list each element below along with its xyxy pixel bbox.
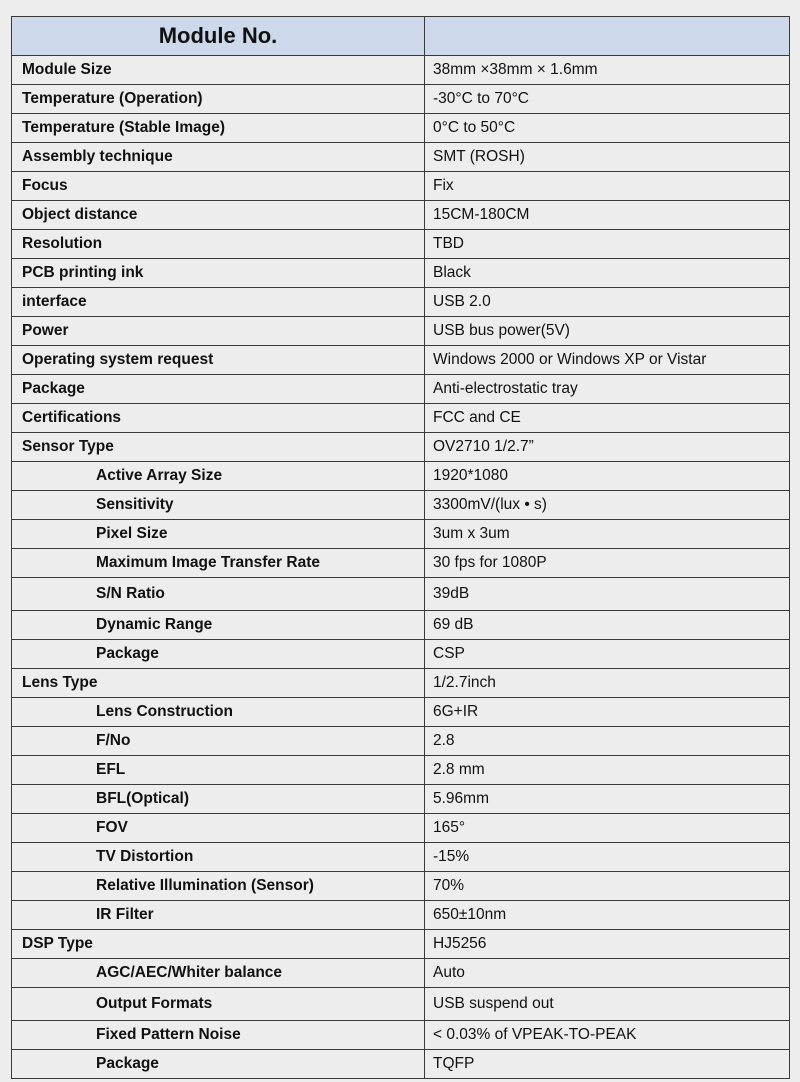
spec-label: Relative Illumination (Sensor) bbox=[12, 872, 425, 901]
spec-row bbox=[12, 814, 790, 843]
spec-row bbox=[12, 901, 790, 930]
spec-value: 165° bbox=[425, 814, 790, 843]
spec-label: Maximum Image Transfer Rate bbox=[12, 549, 425, 578]
spec-label: Fixed Pattern Noise bbox=[12, 1021, 425, 1050]
spec-row bbox=[12, 346, 790, 375]
spec-value: HJ5256 bbox=[425, 930, 790, 959]
spec-row bbox=[12, 727, 790, 756]
spec-row bbox=[12, 549, 790, 578]
spec-value: CSP bbox=[425, 640, 790, 669]
spec-value: TQFP bbox=[425, 1050, 790, 1079]
spec-value: 39dB bbox=[425, 578, 790, 611]
spec-value: 1/2.7inch bbox=[425, 669, 790, 698]
spec-value: 70% bbox=[425, 872, 790, 901]
spec-row bbox=[12, 930, 790, 959]
spec-label: Package bbox=[12, 375, 425, 404]
spec-label: IR Filter bbox=[12, 901, 425, 930]
spec-value: OV2710 1/2.7” bbox=[425, 433, 790, 462]
spec-row bbox=[12, 375, 790, 404]
spec-value: 6G+IR bbox=[425, 698, 790, 727]
spec-value: -15% bbox=[425, 843, 790, 872]
spec-row bbox=[12, 669, 790, 698]
spec-row bbox=[12, 640, 790, 669]
spec-label: Sensor Type bbox=[12, 433, 425, 462]
spec-row bbox=[12, 843, 790, 872]
spec-value: Black bbox=[425, 259, 790, 288]
spec-value: Anti-electrostatic tray bbox=[425, 375, 790, 404]
spec-row bbox=[12, 404, 790, 433]
spec-row bbox=[12, 143, 790, 172]
spec-value: TBD bbox=[425, 230, 790, 259]
spec-row bbox=[12, 1050, 790, 1079]
spec-label: FOV bbox=[12, 814, 425, 843]
spec-label: Focus bbox=[12, 172, 425, 201]
spec-row bbox=[12, 698, 790, 727]
spec-label: interface bbox=[12, 288, 425, 317]
spec-label: Temperature (Operation) bbox=[12, 85, 425, 114]
spec-label: PCB printing ink bbox=[12, 259, 425, 288]
spec-row bbox=[12, 988, 790, 1021]
spec-label: S/N Ratio bbox=[12, 578, 425, 611]
spec-value: USB 2.0 bbox=[425, 288, 790, 317]
spec-label: Package bbox=[12, 1050, 425, 1079]
spec-row bbox=[12, 259, 790, 288]
module-title: Module No. bbox=[12, 17, 425, 56]
spec-label: F/No bbox=[12, 727, 425, 756]
spec-row bbox=[12, 578, 790, 611]
spec-value: Fix bbox=[425, 172, 790, 201]
spec-value: 3um x 3um bbox=[425, 520, 790, 549]
spec-label: DSP Type bbox=[12, 930, 425, 959]
spec-value: FCC and CE bbox=[425, 404, 790, 433]
spec-value: 650±10nm bbox=[425, 901, 790, 930]
header-row bbox=[12, 17, 790, 56]
spec-row bbox=[12, 114, 790, 143]
spec-label: Sensitivity bbox=[12, 491, 425, 520]
spec-label: Certifications bbox=[12, 404, 425, 433]
spec-row bbox=[12, 172, 790, 201]
spec-row bbox=[12, 756, 790, 785]
spec-label: AGC/AEC/Whiter balance bbox=[12, 959, 425, 988]
spec-row bbox=[12, 85, 790, 114]
spec-label: Object distance bbox=[12, 201, 425, 230]
spec-value: 2.8 bbox=[425, 727, 790, 756]
spec-label: Resolution bbox=[12, 230, 425, 259]
spec-value: < 0.03% of VPEAK-TO-PEAK bbox=[425, 1021, 790, 1050]
spec-label: Dynamic Range bbox=[12, 611, 425, 640]
spec-row bbox=[12, 230, 790, 259]
spec-row bbox=[12, 959, 790, 988]
spec-value: 69 dB bbox=[425, 611, 790, 640]
spec-label: Temperature (Stable Image) bbox=[12, 114, 425, 143]
spec-value: USB suspend out bbox=[425, 988, 790, 1021]
spec-label: EFL bbox=[12, 756, 425, 785]
spec-row bbox=[12, 520, 790, 549]
spec-label: Output Formats bbox=[12, 988, 425, 1021]
spec-row bbox=[12, 317, 790, 346]
spec-row bbox=[12, 611, 790, 640]
spec-value: 0°C to 50°C bbox=[425, 114, 790, 143]
spec-row bbox=[12, 785, 790, 814]
spec-value: 2.8 mm bbox=[425, 756, 790, 785]
spec-value: SMT (ROSH) bbox=[425, 143, 790, 172]
spec-label: Operating system request bbox=[12, 346, 425, 375]
spec-value: 30 fps for 1080P bbox=[425, 549, 790, 578]
spec-row bbox=[12, 56, 790, 85]
spec-row bbox=[12, 201, 790, 230]
spec-value: 3300mV/(lux • s) bbox=[425, 491, 790, 520]
spec-value: 15CM-180CM bbox=[425, 201, 790, 230]
module-value bbox=[425, 17, 790, 56]
spec-row bbox=[12, 433, 790, 462]
spec-label: Module Size bbox=[12, 56, 425, 85]
spec-label: Lens Type bbox=[12, 669, 425, 698]
spec-label: TV Distortion bbox=[12, 843, 425, 872]
spec-value: Auto bbox=[425, 959, 790, 988]
spec-label: BFL(Optical) bbox=[12, 785, 425, 814]
spec-value: Windows 2000 or Windows XP or Vistar bbox=[425, 346, 790, 375]
spec-value: -30°C to 70°C bbox=[425, 85, 790, 114]
spec-label: Active Array Size bbox=[12, 462, 425, 491]
spec-label: Pixel Size bbox=[12, 520, 425, 549]
spec-label: Power bbox=[12, 317, 425, 346]
spec-label: Lens Construction bbox=[12, 698, 425, 727]
spec-row bbox=[12, 491, 790, 520]
spec-label: Package bbox=[12, 640, 425, 669]
spec-row bbox=[12, 1021, 790, 1050]
spec-row bbox=[12, 462, 790, 491]
spec-value: 1920*1080 bbox=[425, 462, 790, 491]
spec-row bbox=[12, 872, 790, 901]
spec-row bbox=[12, 288, 790, 317]
spec-value: 38mm ×38mm × 1.6mm bbox=[425, 56, 790, 85]
spec-label: Assembly technique bbox=[12, 143, 425, 172]
spec-value: 5.96mm bbox=[425, 785, 790, 814]
spec-value: USB bus power(5V) bbox=[425, 317, 790, 346]
spec-table bbox=[11, 16, 790, 1079]
